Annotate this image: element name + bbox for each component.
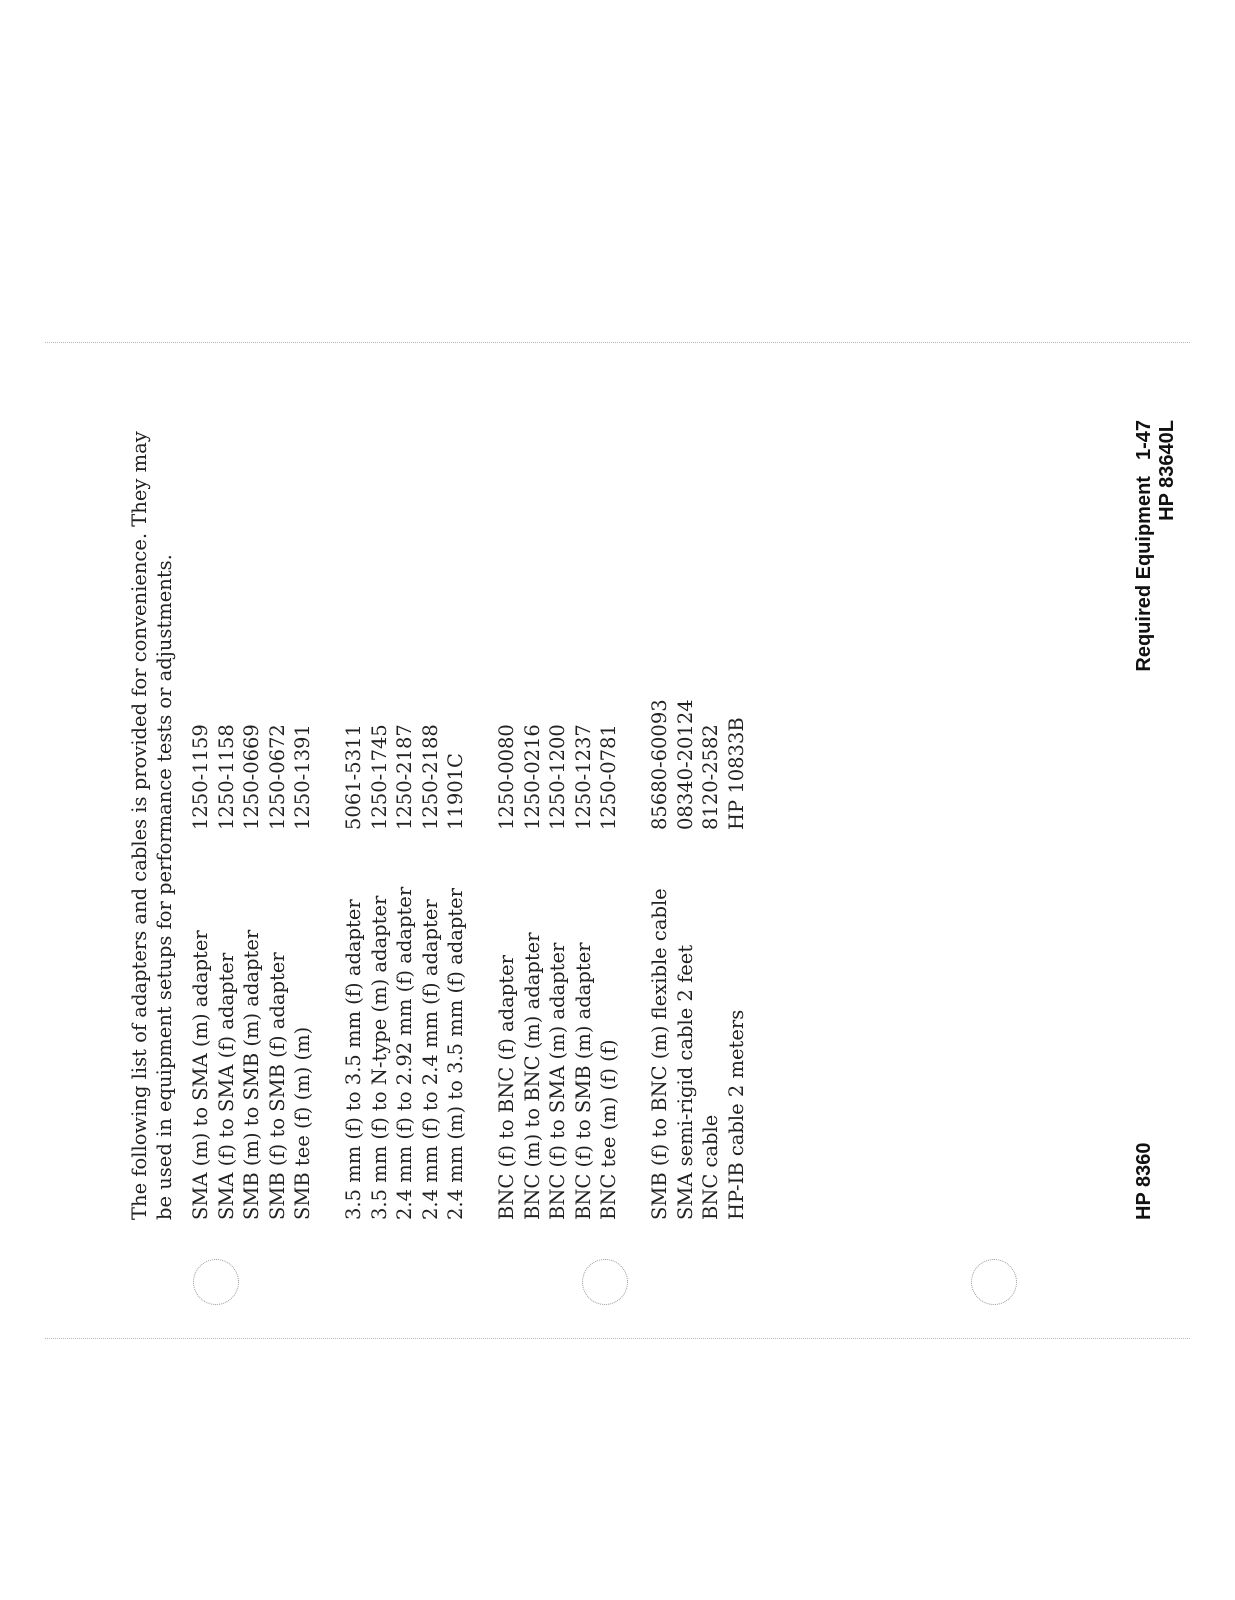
item-description: BNC tee (m) (f) (f) — [597, 1039, 621, 1220]
footer-section-title: Required Equipment — [1133, 476, 1155, 672]
part-number: 1250-1391 — [291, 724, 315, 830]
item-description: BNC (f) to SMB (m) adapter — [571, 942, 595, 1220]
item-description: SMB tee (f) (m) (m) — [291, 1026, 315, 1220]
footer-product-name: HP 8360 — [1133, 1142, 1155, 1220]
item-description: SMB (m) to SMB (m) adapter — [240, 929, 264, 1220]
part-number: 85680-60093 — [648, 699, 672, 830]
item-description: 3.5 mm (f) to 3.5 mm (f) adapter — [342, 899, 366, 1220]
part-number: 1250-1745 — [367, 724, 391, 830]
page-edge-line-top — [45, 342, 1190, 343]
list-item — [341, 420, 367, 1220]
part-number: 1250-2188 — [418, 724, 442, 830]
part-number: 1250-0669 — [240, 724, 264, 830]
list-item — [520, 420, 546, 1220]
page-number: 1-47 — [1133, 420, 1155, 461]
list-item — [545, 420, 571, 1220]
item-description: SMB (f) to SMB (f) adapter — [265, 952, 289, 1220]
item-description: 3.5 mm (f) to N-type (m) adapter — [367, 895, 391, 1220]
part-number: 5061-5311 — [342, 724, 366, 830]
part-number: 1250-1158 — [214, 724, 238, 830]
part-number: 1250-2187 — [393, 724, 417, 830]
item-description: HP-IB cable 2 meters — [724, 1009, 748, 1220]
part-number: HP 10833B — [724, 717, 748, 830]
part-number: 8120-2582 — [699, 724, 723, 830]
punch-hole — [582, 1259, 628, 1305]
item-description: SMA (m) to SMA (m) adapter — [189, 930, 213, 1220]
item-description: SMA (f) to SMA (f) adapter — [214, 952, 238, 1220]
list-item — [290, 420, 316, 1220]
page-footer — [1125, 420, 1185, 1220]
part-number: 11901C — [444, 753, 468, 830]
item-description: 2.4 mm (m) to 3.5 mm (f) adapter — [444, 887, 468, 1220]
item-description: 2.4 mm (f) to 2.92 mm (f) adapter — [393, 886, 417, 1220]
list-item — [239, 420, 265, 1220]
item-description: BNC (f) to BNC (f) adapter — [495, 955, 519, 1220]
list-item — [214, 420, 240, 1220]
footer-section-info — [1133, 420, 1179, 672]
list-item — [443, 420, 469, 1220]
punch-hole — [971, 1259, 1017, 1305]
list-item — [367, 420, 393, 1220]
item-description: SMB (f) to BNC (m) flexible cable — [648, 888, 672, 1220]
list-item — [265, 420, 291, 1220]
punch-hole — [193, 1259, 239, 1305]
list-item — [494, 420, 520, 1220]
list-item — [647, 420, 673, 1220]
part-number: 1250-0672 — [265, 724, 289, 830]
adapter-group-sma-smb — [188, 420, 316, 1220]
item-description: BNC (m) to BNC (m) adapter — [520, 932, 544, 1220]
item-description: BNC (f) to SMA (m) adapter — [546, 942, 570, 1220]
part-number: 1250-1237 — [571, 724, 595, 830]
intro-paragraph: The following list of adapters and cables is provided for convenience. They may be used in equipment setups for performance tests or adjustments. — [128, 431, 176, 1220]
rotated-content — [120, 420, 1190, 1220]
page-edge-line-bottom — [45, 1338, 1190, 1339]
list-item — [571, 420, 597, 1220]
list-item — [188, 420, 214, 1220]
list-item — [418, 420, 444, 1220]
part-number: 1250-1200 — [546, 724, 570, 830]
part-number: 1250-1159 — [189, 724, 213, 830]
adapter-group-bnc — [494, 420, 622, 1220]
item-description: 2.4 mm (f) to 2.4 mm (f) adapter — [418, 899, 442, 1220]
part-number: 08340-20124 — [673, 699, 697, 830]
cable-group — [647, 420, 749, 1220]
footer-model: HP 83640L — [1156, 420, 1178, 521]
item-description: SMA semi-rigid cable 2 feet — [673, 944, 697, 1220]
list-item — [596, 420, 622, 1220]
item-description: BNC cable — [699, 1114, 723, 1220]
list-item — [724, 420, 750, 1220]
adapter-group-mm — [341, 420, 469, 1220]
part-number: 1250-0216 — [520, 724, 544, 830]
list-item — [392, 420, 418, 1220]
list-item — [673, 420, 699, 1220]
part-number: 1250-0781 — [597, 724, 621, 830]
list-item — [698, 420, 724, 1220]
part-number: 1250-0080 — [495, 724, 519, 830]
